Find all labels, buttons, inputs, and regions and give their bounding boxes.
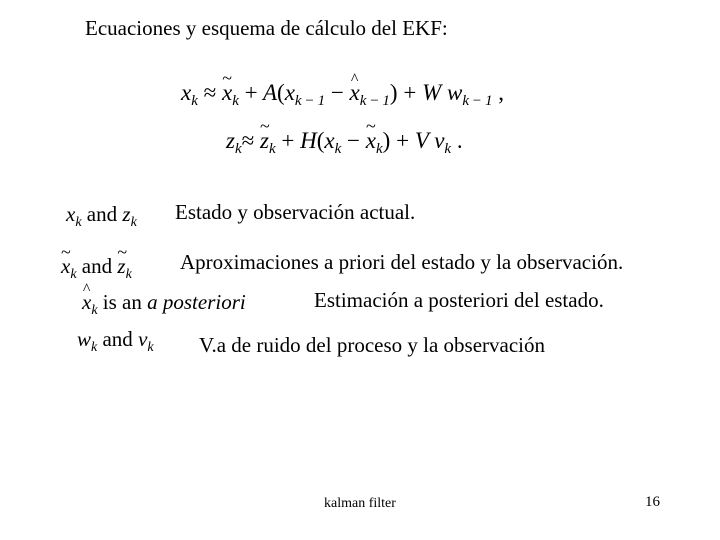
definition-text: Estado y observación actual. [175, 200, 416, 224]
definition-text: Estimación a posteriori del estado. [314, 288, 604, 312]
definition-text: V.a de ruido del proceso y la observación [199, 333, 546, 357]
slide-title: Ecuaciones y esquema de cálculo del EKF: [85, 16, 448, 40]
symbol-xtilde-ztilde: ~ $x_k$ and ~ $z_k$ [61, 254, 132, 279]
page-number: 16 [645, 494, 660, 510]
symbol-xk-zk: $x_k$ and $z_k$ [66, 202, 137, 230]
equation-observation: $z_k\approx$ ~ $z_k + H(x_k$ − ~ $x_k) + V$ $v_k$ . [226, 128, 463, 154]
symbol-wk-vk: $w_k$ and $v_k$ [77, 327, 154, 355]
slide-footer: kalman filter [324, 496, 396, 511]
symbol-xhat: ^ $x_k$ is an a posteriori [82, 290, 246, 315]
equation-state: $x_k$ ≈ ~ $x_k + A(x_{k - 1}$ − ^ $x_{k - 1}) + W$ $w_{k - 1}$ , [181, 80, 504, 106]
definition-text: Aproximaciones a priori del estado y la observación. [180, 250, 624, 274]
